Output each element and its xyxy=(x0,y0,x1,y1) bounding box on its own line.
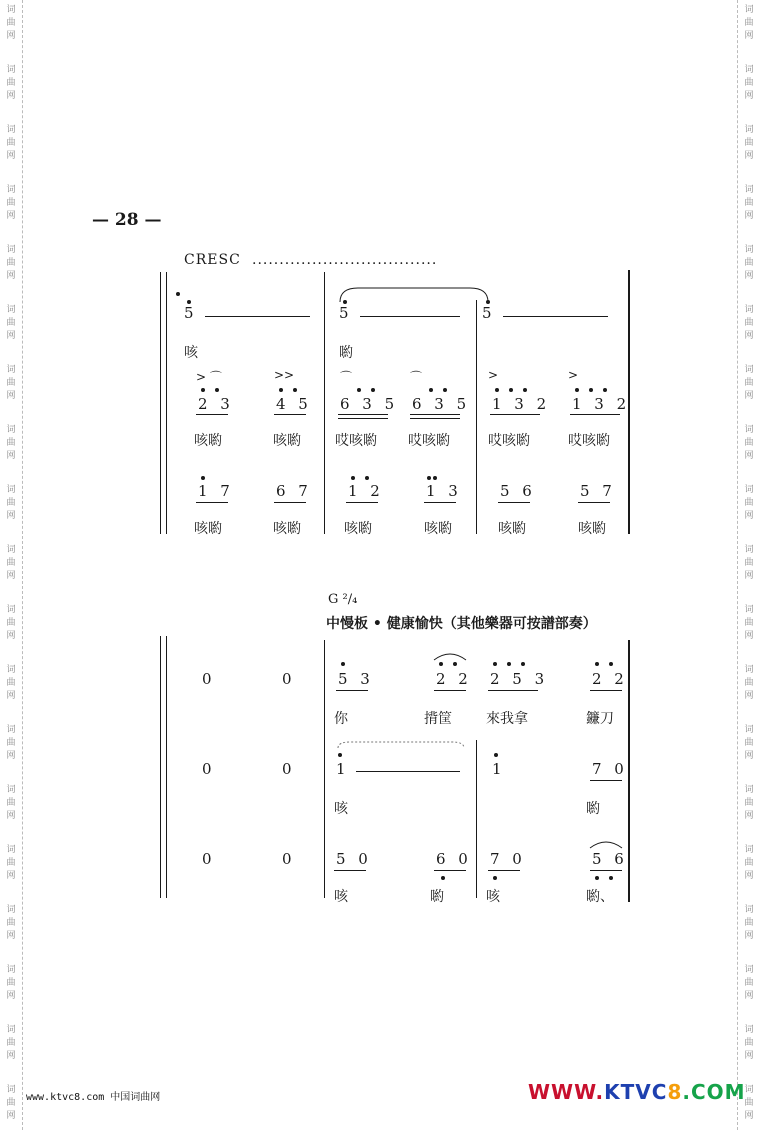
high-dot xyxy=(371,388,375,392)
watermark-text: 词 曲 网 xyxy=(744,965,754,1001)
high-dot xyxy=(521,662,525,666)
beam-line xyxy=(410,414,460,415)
note: 5 xyxy=(482,304,496,322)
beam-line xyxy=(338,414,388,415)
slur-arc xyxy=(588,838,624,850)
barline xyxy=(476,740,477,898)
lyric: 哎咳喲 xyxy=(568,433,610,449)
note-group: 1 7 xyxy=(198,482,234,500)
tie-dash xyxy=(205,316,310,317)
rest: 0 xyxy=(282,760,296,778)
watermark-text: 词 曲 网 xyxy=(744,125,754,161)
lyric: 咳 xyxy=(486,889,500,905)
high-dot xyxy=(365,476,369,480)
beam-line xyxy=(274,414,306,415)
watermark-text: 词 曲 网 xyxy=(6,905,16,941)
watermark-text: 词 曲 网 xyxy=(6,1025,16,1061)
lyric: 喲 xyxy=(430,889,444,905)
lyric: 哎咳喲 xyxy=(408,433,450,449)
watermark-text: 词 曲 网 xyxy=(6,545,16,581)
watermark-text: 词 曲 网 xyxy=(744,1085,754,1121)
high-dot xyxy=(609,662,613,666)
accent-mark: > xyxy=(568,368,579,382)
beam-line xyxy=(274,502,306,503)
watermark-text: 词 曲 网 xyxy=(6,785,16,821)
lyric: 咳 xyxy=(334,801,348,817)
watermark-text: 词 曲 网 xyxy=(744,665,754,701)
note: 5 xyxy=(184,304,198,322)
note-group: 5 6 xyxy=(500,482,536,500)
beam-line xyxy=(434,690,466,691)
high-dot xyxy=(176,292,180,296)
rest: 0 xyxy=(282,670,296,688)
lyric: 咳 xyxy=(184,345,198,361)
beam-line xyxy=(334,870,366,871)
lyric: 咳喲 xyxy=(424,521,452,537)
note: 1 xyxy=(336,760,350,778)
lyric: 咳喲 xyxy=(273,521,301,537)
lyric: 鐮刀 xyxy=(586,711,614,727)
high-dot xyxy=(439,662,443,666)
lyric: 咳喲 xyxy=(194,521,222,537)
note-group: 7 0 xyxy=(592,760,628,778)
lyric: 來我拿 xyxy=(486,711,528,727)
note: 1 xyxy=(492,760,506,778)
accent-mark: > xyxy=(488,368,499,382)
high-dot xyxy=(201,476,205,480)
watermark-text: 词 曲 网 xyxy=(6,845,16,881)
lyric: 喲 xyxy=(339,345,353,361)
high-dot xyxy=(293,388,297,392)
tie-dash xyxy=(360,316,460,317)
beam-line xyxy=(424,502,456,503)
slur-arc xyxy=(338,284,490,304)
accent-mark: > ⌒ xyxy=(196,370,222,384)
rest: 0 xyxy=(282,850,296,868)
note-group: 2 5 3 xyxy=(490,670,549,688)
high-dot xyxy=(201,388,205,392)
watermark-text: 词 曲 网 xyxy=(6,305,16,341)
note-group: 5 6 xyxy=(592,850,628,868)
high-dot xyxy=(453,662,457,666)
beam-line xyxy=(590,780,622,781)
low-dot xyxy=(441,876,445,880)
barline xyxy=(160,272,161,534)
note-group: 2 3 xyxy=(198,395,234,413)
watermark-text: 词 曲 网 xyxy=(744,545,754,581)
slur-arc xyxy=(432,650,468,662)
tie-dash xyxy=(503,316,608,317)
watermark-text: 词 曲 网 xyxy=(744,485,754,521)
lyric: 咳喲 xyxy=(194,433,222,449)
watermark-text: 词 曲 网 xyxy=(6,65,16,101)
watermark-text: 词 曲 网 xyxy=(6,245,16,281)
high-dot xyxy=(338,753,342,757)
high-dot xyxy=(351,476,355,480)
high-dot xyxy=(493,662,497,666)
lyric: 喲、 xyxy=(586,889,614,905)
beam-line xyxy=(570,414,620,415)
watermark-text: 词 曲 网 xyxy=(744,305,754,341)
beam-line xyxy=(490,414,540,415)
high-dot xyxy=(523,388,527,392)
note-group: 6 3 5 xyxy=(412,395,471,413)
beam-line xyxy=(488,690,538,691)
watermark-text: 词 曲 网 xyxy=(744,5,754,41)
right-watermark-strip xyxy=(737,0,760,1130)
beam-line xyxy=(590,870,622,871)
beam-line xyxy=(578,502,610,503)
barline xyxy=(166,636,167,898)
note-group: 5 0 xyxy=(336,850,372,868)
high-dot xyxy=(595,662,599,666)
high-dot xyxy=(575,388,579,392)
watermark-text: 词 曲 网 xyxy=(6,5,16,41)
high-dot xyxy=(603,388,607,392)
accent-mark: ⌒ xyxy=(340,370,353,384)
accent-mark: ⌒ xyxy=(410,370,423,384)
lyric: 咳喲 xyxy=(344,521,372,537)
high-dot xyxy=(494,753,498,757)
beam-line xyxy=(498,502,530,503)
beam-line xyxy=(488,870,520,871)
cresc-dotted-line: .................................. xyxy=(252,252,438,268)
lyric: 哎咳喲 xyxy=(488,433,530,449)
watermark-text: 词 曲 网 xyxy=(744,425,754,461)
note-group: 1 2 xyxy=(348,482,384,500)
lyric: 咳喲 xyxy=(273,433,301,449)
note-group: 1 3 2 xyxy=(492,395,551,413)
watermark-text: 词 曲 网 xyxy=(6,1085,16,1121)
tie-dash xyxy=(356,771,460,772)
barline xyxy=(324,272,325,534)
watermark-text: 词 曲 网 xyxy=(6,185,16,221)
accent-mark: >> xyxy=(274,368,295,382)
tempo-marking: 中慢板 • 健康愉快（其他樂器可按譜部奏） xyxy=(326,616,597,632)
high-dot xyxy=(427,476,431,480)
note-group: 6 7 xyxy=(276,482,312,500)
rest: 0 xyxy=(202,850,216,868)
watermark-text: 词 曲 网 xyxy=(744,1025,754,1061)
key-signature: G ²/₄ xyxy=(328,592,358,607)
note-group: 2 2 xyxy=(436,670,472,688)
watermark-text: 词 曲 网 xyxy=(6,665,16,701)
watermark-text: 词 曲 网 xyxy=(6,605,16,641)
slur-arc xyxy=(336,740,466,750)
cresc-marking: CRESC xyxy=(184,252,241,268)
low-dot xyxy=(595,876,599,880)
high-dot xyxy=(341,662,345,666)
barline xyxy=(166,272,167,534)
low-dot xyxy=(493,876,497,880)
watermark-text: 词 曲 网 xyxy=(744,905,754,941)
beam-line xyxy=(346,502,378,503)
high-dot xyxy=(589,388,593,392)
watermark-text: 词 曲 网 xyxy=(6,425,16,461)
note: 5 xyxy=(339,304,353,322)
high-dot xyxy=(279,388,283,392)
high-dot xyxy=(433,476,437,480)
lyric: 咳喲 xyxy=(498,521,526,537)
watermark-text: 词 曲 网 xyxy=(744,185,754,221)
note-group: 4 5 xyxy=(276,395,312,413)
high-dot xyxy=(215,388,219,392)
watermark-text: 词 曲 网 xyxy=(744,725,754,761)
watermark-text: 词 曲 网 xyxy=(744,65,754,101)
barline xyxy=(324,640,325,898)
beam-line xyxy=(196,414,228,415)
note-group: 7 0 xyxy=(490,850,526,868)
note-group: 5 3 xyxy=(338,670,374,688)
note-group: 1 3 2 xyxy=(572,395,631,413)
watermark-text: 词 曲 网 xyxy=(744,605,754,641)
watermark-text: 词 曲 网 xyxy=(6,485,16,521)
high-dot xyxy=(429,388,433,392)
lyric: 喲 xyxy=(586,801,600,817)
watermark-text: 词 曲 网 xyxy=(6,965,16,1001)
watermark-text: 词 曲 网 xyxy=(744,245,754,281)
watermark-text: 词 曲 网 xyxy=(744,365,754,401)
high-dot xyxy=(509,388,513,392)
low-dot xyxy=(609,876,613,880)
barline xyxy=(628,640,630,902)
page-number: — 28 — xyxy=(92,210,162,230)
lyric: 揹筐 xyxy=(424,711,452,727)
beam-line xyxy=(336,690,368,691)
beam-line xyxy=(590,690,622,691)
lyric: 你 xyxy=(334,711,348,727)
left-watermark-strip xyxy=(0,0,23,1130)
watermark-text: 词 曲 网 xyxy=(6,725,16,761)
barline xyxy=(476,300,477,534)
watermark-text: 词 曲 网 xyxy=(744,845,754,881)
high-dot xyxy=(507,662,511,666)
beam-line xyxy=(196,502,228,503)
note-group: 2 2 xyxy=(592,670,628,688)
beam-line xyxy=(338,418,388,419)
lyric: 咳喲 xyxy=(578,521,606,537)
high-dot xyxy=(495,388,499,392)
footer-brand-logo: WWW.KTVC8.COM xyxy=(528,1080,746,1104)
high-dot xyxy=(443,388,447,392)
footer-site-link[interactable]: www.ktvc8.com 中国词曲网 xyxy=(26,1092,161,1103)
note-group: 5 7 xyxy=(580,482,616,500)
lyric: 哎咳喲 xyxy=(335,433,377,449)
high-dot xyxy=(357,388,361,392)
note-group: 1 3 xyxy=(426,482,462,500)
barline xyxy=(160,636,161,898)
rest: 0 xyxy=(202,670,216,688)
watermark-text: 词 曲 网 xyxy=(744,785,754,821)
rest: 0 xyxy=(202,760,216,778)
watermark-text: 词 曲 网 xyxy=(6,365,16,401)
lyric: 咳 xyxy=(334,889,348,905)
watermark-text: 词 曲 网 xyxy=(6,125,16,161)
beam-line xyxy=(434,870,466,871)
beam-line xyxy=(410,418,460,419)
note-group: 6 0 xyxy=(436,850,472,868)
note-group: 6 3 5 xyxy=(340,395,399,413)
